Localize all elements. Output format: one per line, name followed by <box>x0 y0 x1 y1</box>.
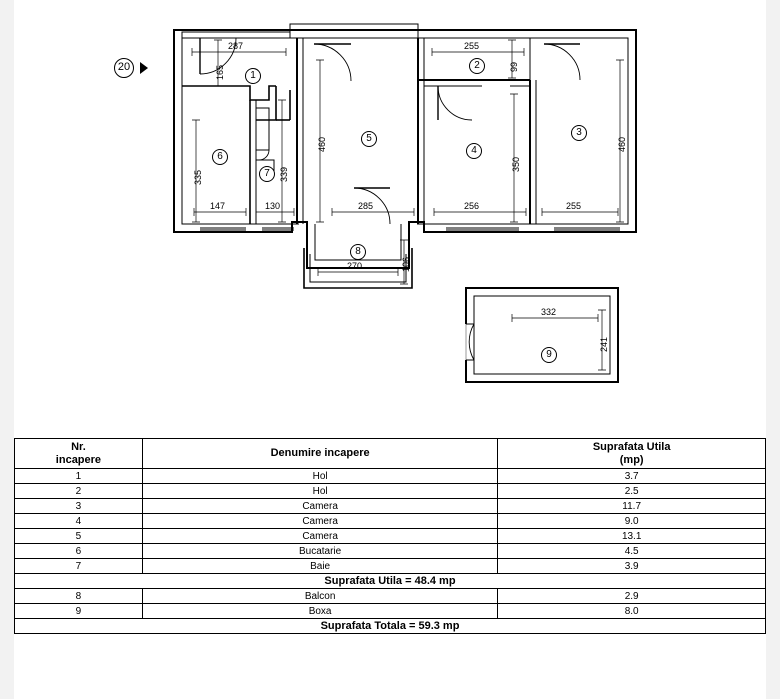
table-row <box>15 499 766 514</box>
total-row <box>15 619 766 634</box>
cell-area: 11.7 <box>498 499 766 514</box>
dim-350: 350 <box>511 156 521 172</box>
cell-nr: 9 <box>15 604 143 619</box>
dim-165: 165 <box>215 64 225 80</box>
page-margin-right <box>766 0 780 699</box>
header-nr-line2: incapere <box>55 453 102 466</box>
table-row <box>15 469 766 484</box>
cell-name: Boxa <box>142 604 497 619</box>
dim-99: 99 <box>509 61 519 72</box>
table-row <box>15 529 766 544</box>
room-number-1: 1 <box>245 68 261 84</box>
dim-285: 285 <box>358 201 374 211</box>
cell-name: Camera <box>142 529 497 544</box>
header-area-line2: (mp) <box>619 453 644 466</box>
cell-nr: 2 <box>15 484 143 499</box>
subtotal-label: Suprafata Utila = 48.4 mp <box>15 574 766 589</box>
dim-460-room3: 460 <box>617 136 627 152</box>
header-area <box>498 439 766 469</box>
cell-area: 3.7 <box>498 469 766 484</box>
cell-area: 2.5 <box>498 484 766 499</box>
dim-287: 287 <box>228 41 244 51</box>
room-schedule-table-wrapper <box>14 438 766 634</box>
dim-335: 335 <box>193 169 203 185</box>
cell-area: 3.9 <box>498 559 766 574</box>
header-nr <box>15 439 143 469</box>
dim-460-room5: 460 <box>317 136 327 152</box>
room-number-2: 2 <box>469 58 485 74</box>
cell-nr: 3 <box>15 499 143 514</box>
table-row <box>15 514 766 529</box>
cell-nr: 6 <box>15 544 143 559</box>
cell-nr: 1 <box>15 469 143 484</box>
floor-plan-drawing <box>14 0 766 432</box>
table-row <box>15 484 766 499</box>
room-number-3: 3 <box>571 125 587 141</box>
cell-nr: 4 <box>15 514 143 529</box>
cell-name: Camera <box>142 499 497 514</box>
north-arrow-icon <box>140 62 148 74</box>
cell-area: 2.9 <box>498 589 766 604</box>
dim-147: 147 <box>210 201 226 211</box>
room-number-7: 7 <box>259 166 275 182</box>
cell-area: 4.5 <box>498 544 766 559</box>
dim-256: 256 <box>464 201 480 211</box>
dim-boxa-332: 332 <box>541 307 557 317</box>
dim-255-bottom: 255 <box>566 201 582 211</box>
dim-130: 130 <box>265 201 281 211</box>
plan-marker-20: 20 <box>114 58 134 78</box>
cell-name: Camera <box>142 514 497 529</box>
cell-name: Balcon <box>142 589 497 604</box>
header-name: Denumire incapere <box>142 439 497 469</box>
dim-255-top: 255 <box>464 41 480 51</box>
subtotal-row <box>15 574 766 589</box>
dim-balcony-270: 270 <box>347 261 363 271</box>
table-header-row <box>15 439 766 469</box>
cell-name: Hol <box>142 469 497 484</box>
room-schedule-table <box>14 438 766 634</box>
table-row <box>15 589 766 604</box>
table-row <box>15 604 766 619</box>
dim-balcony-106: 106 <box>401 256 411 272</box>
cell-area: 8.0 <box>498 604 766 619</box>
room-number-6: 6 <box>212 149 228 165</box>
dim-boxa-241: 241 <box>599 336 609 352</box>
cell-name: Hol <box>142 484 497 499</box>
cell-name: Baie <box>142 559 497 574</box>
cell-nr: 5 <box>15 529 143 544</box>
room-number-9: 9 <box>541 347 557 363</box>
header-area-line1: Suprafata Utila <box>592 441 671 454</box>
table-row <box>15 559 766 574</box>
cell-nr: 7 <box>15 559 143 574</box>
table-row <box>15 544 766 559</box>
cell-area: 9.0 <box>498 514 766 529</box>
cell-area: 13.1 <box>498 529 766 544</box>
room-number-5: 5 <box>361 131 377 147</box>
cell-name: Bucatarie <box>142 544 497 559</box>
cell-nr: 8 <box>15 589 143 604</box>
room-number-8: 8 <box>350 244 366 260</box>
dim-339: 339 <box>279 166 289 182</box>
header-nr-line1: Nr. <box>71 441 86 454</box>
total-label: Suprafata Totala = 59.3 mp <box>15 619 766 634</box>
room-number-4: 4 <box>466 143 482 159</box>
page-margin-left <box>0 0 14 699</box>
